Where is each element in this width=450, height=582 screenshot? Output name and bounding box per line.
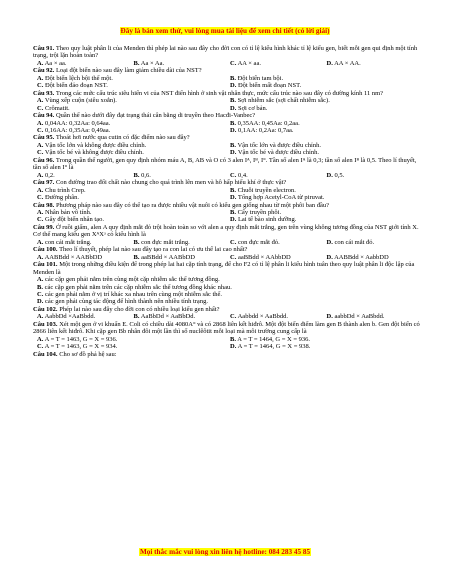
question-number: Câu 92. [33, 67, 55, 75]
answer-option[interactable] [230, 254, 327, 261]
question-block [33, 202, 423, 224]
answer-option[interactable] [327, 239, 424, 246]
option-letter: B. [133, 59, 140, 67]
question-block [33, 179, 423, 201]
answer-option[interactable] [37, 127, 230, 134]
option-letter: D. [326, 253, 333, 261]
answer-option[interactable] [230, 172, 327, 179]
option-text: AaBbDd × AaBbDd. [140, 313, 196, 321]
option-letter: B. [230, 186, 236, 194]
answer-option[interactable] [134, 172, 231, 179]
preview-notice-text: Đây là bản xem thử, vui lòng mua tài liệu để xem chi tiết (có lời giải) [120, 27, 330, 35]
answer-option[interactable] [37, 172, 134, 179]
option-text: Đột biến mất đoạn NST. [237, 82, 302, 90]
option-letter: C. [37, 343, 44, 351]
answer-option[interactable] [230, 142, 423, 149]
option-text: aaBBdd × AAbbDD [237, 253, 291, 261]
question-stem [33, 351, 423, 358]
option-text: AA × AA. [334, 59, 361, 67]
question-text: Theo quy luật phân li của Menden thì phép lai nào sau đây cho đời con có tỉ lệ kiểu hình khác tỉ lệ kiểu gen, biết mỗi gen qui định một tính trạng, trội lặn hoàn toàn? [33, 45, 418, 60]
answer-option[interactable] [230, 127, 423, 134]
option-letter: A. [37, 97, 44, 105]
question-text: Quần thể nào dưới đây đạt trạng thái cân bằng di truyền theo Hacđi-Vanbec? [55, 112, 256, 120]
option-text: A = T = 1463, G = X = 934. [44, 343, 118, 351]
answer-options [33, 209, 423, 224]
option-text: các cặp gen phải nằm trên cùng một cặp nhiễm sắc thể tương đồng. [44, 276, 220, 284]
answer-options [33, 187, 423, 202]
question-block [33, 246, 423, 261]
option-text: Đột biến tam bội. [237, 74, 284, 82]
answer-option[interactable] [327, 254, 424, 261]
hotline-banner [0, 548, 450, 556]
question-text: Phép lai nào sau đây cho đời con có nhiều loại kiểu gen nhất? [59, 305, 220, 313]
option-text: 0,5. [334, 171, 345, 179]
option-text: AA × aa. [237, 59, 261, 67]
question-block [33, 261, 423, 306]
option-letter: B. [133, 253, 140, 261]
answer-option[interactable] [327, 60, 424, 67]
question-number: Câu 98. [33, 201, 55, 209]
question-text: Loại đột biến nào sau đây làm giảm chiều dài của NST? [55, 67, 202, 75]
option-text: con đực mắt đỏ. [237, 238, 280, 246]
answer-option[interactable] [37, 313, 134, 320]
option-text: Aabbdd × AaBbdd. [237, 313, 289, 321]
option-text: các gen phải nằm ở vị trí khác xa nhau trên cùng một nhiễm sắc thể. [44, 290, 223, 298]
question-text: Trong các mức cấu trúc siêu hiển vi của NST điển hình ở sinh vật nhân thực, mức cấu trúc nào sau đây có đường kính 11 nm? [55, 89, 384, 97]
answer-option[interactable] [37, 60, 134, 67]
answer-option[interactable] [327, 172, 424, 179]
question-text: Phương pháp nào sau đây có thể tạo ra được nhiều vật nuôi có kiểu gen giống nhau từ một phôi ban đầu? [55, 201, 329, 209]
answer-option[interactable] [230, 216, 423, 223]
answer-option[interactable] [230, 82, 423, 89]
answer-option[interactable] [37, 254, 134, 261]
answer-option[interactable] [230, 105, 423, 112]
question-stem [33, 261, 423, 276]
option-letter: D. [230, 343, 237, 351]
answer-option[interactable] [37, 149, 230, 156]
answer-option[interactable] [37, 276, 423, 283]
answer-option[interactable] [327, 313, 424, 320]
option-letter: C. [37, 82, 44, 90]
option-text: Gây đột biến nhân tạo. [44, 216, 104, 224]
answer-option[interactable] [230, 209, 423, 216]
answer-options [33, 254, 423, 261]
answer-option[interactable] [37, 291, 423, 298]
option-letter: C. [230, 171, 237, 179]
question-number: Câu 104. [33, 350, 58, 358]
question-block [33, 321, 423, 351]
option-letter: C. [230, 253, 237, 261]
option-text: con đực mắt trắng. [141, 238, 190, 246]
option-letter: B. [230, 74, 236, 82]
option-letter: B. [37, 283, 43, 291]
option-text: Aa × Aa. [140, 59, 165, 67]
question-stem [33, 45, 423, 60]
answer-option[interactable] [230, 313, 327, 320]
option-letter: D. [326, 59, 333, 67]
option-text: 0,1AA: 0,2Aa: 0,7aa. [237, 126, 294, 134]
question-stem [33, 90, 423, 97]
option-text: 0,2. [44, 171, 55, 179]
option-text: Vận tốc lớn và không được điều chỉnh. [44, 141, 147, 149]
question-stem [33, 321, 423, 336]
question-text: Theo lí thuyết, phép lai nào sau đây tạo ra con lai có ưu thế lai cao nhất? [59, 246, 248, 254]
option-text: A = T = 1463, G = X = 936. [44, 335, 118, 343]
option-letter: D. [230, 104, 237, 112]
answer-options [33, 142, 423, 157]
option-text: Tổng hợp Acetyl-CoA từ piruvat. [237, 194, 325, 202]
option-letter: D. [326, 313, 333, 321]
question-text: Trong quần thể người, gen quy định nhóm máu A, B, AB và O có 3 alen Iᴬ, Iᴮ, I°. Tần số alen Iᴬ là 0,3; tần số alen Iᴮ là 0,5. Theo lí thuyết, tần số alen I° là [33, 156, 417, 172]
option-letter: C. [37, 194, 44, 202]
option-letter: D. [230, 216, 237, 224]
option-text: A = T = 1464, G = X = 938. [237, 343, 311, 351]
option-letter: D. [326, 171, 333, 179]
answer-options [33, 172, 423, 179]
question-stem [33, 157, 423, 172]
answer-option[interactable] [37, 194, 230, 201]
answer-option[interactable] [230, 120, 423, 127]
question-stem [33, 202, 423, 209]
option-text: 0,6. [141, 171, 151, 179]
question-number: Câu 94. [33, 112, 55, 120]
answer-options [33, 75, 423, 90]
answer-option[interactable] [37, 216, 230, 223]
option-letter: A. [37, 208, 44, 216]
option-text: Sợi nhiễm sắc (sợi chất nhiễm sắc). [237, 97, 330, 105]
question-number: Câu 102. [33, 305, 58, 313]
answer-option[interactable] [37, 187, 230, 194]
option-text: Aa × aa. [44, 59, 67, 67]
option-text: các cặp gen phải nằm trên các cặp nhiễm sắc thể tương đồng khác nhau. [44, 283, 232, 291]
option-letter: A. [37, 276, 44, 284]
answer-options [33, 313, 423, 320]
answer-option[interactable] [230, 60, 327, 67]
answer-option[interactable] [37, 142, 230, 149]
answer-options [33, 276, 423, 306]
answer-option[interactable] [37, 105, 230, 112]
question-number: Câu 99. [33, 223, 55, 231]
option-letter: B. [133, 171, 140, 179]
answer-option[interactable] [37, 239, 134, 246]
option-text: Vận tốc bé và không được điều chỉnh. [44, 149, 144, 157]
question-block [33, 306, 423, 321]
option-text: Vận tốc bé và được điều chỉnh. [237, 149, 319, 157]
option-text: AabbDd ×AaBbdd. [44, 313, 96, 321]
option-letter: A. [37, 141, 44, 149]
answer-options [33, 120, 423, 135]
option-letter: D. [230, 149, 237, 157]
option-text: Nhân bản vô tính. [44, 208, 92, 216]
option-text: Lai tế bào sinh dưỡng. [237, 216, 297, 224]
question-number: Câu 100. [33, 246, 58, 254]
option-text: 0,35AA: 0,45Aa: 0,2aa. [237, 119, 300, 127]
question-number: Câu 96. [33, 156, 55, 164]
option-letter: B. [230, 335, 236, 343]
option-text: Đột biến lệch bội thể một. [44, 74, 113, 82]
option-letter: C. [37, 126, 44, 134]
option-letter: A. [37, 74, 44, 82]
hotline-text: Mọi thắc mắc vui lòng xin liên hệ hotline: 084 283 45 85 [139, 548, 311, 556]
question-number: Câu 91. [33, 45, 55, 52]
answer-option[interactable] [37, 298, 423, 305]
option-text: Chu trình Crep. [44, 186, 86, 194]
option-text: AABBdd × AABbDD [44, 253, 103, 261]
question-text: Thoát hơi nước qua cutin có đặc điểm nào sau đây? [55, 134, 190, 142]
answer-option[interactable] [134, 254, 231, 261]
option-letter: B. [133, 238, 140, 246]
option-letter: D. [230, 194, 237, 202]
answer-options [33, 239, 423, 246]
option-letter: D. [326, 238, 333, 246]
option-text: Đường phân. [44, 194, 79, 202]
option-letter: A. [37, 313, 44, 321]
question-stem [33, 112, 423, 119]
question-block [33, 224, 423, 246]
option-letter: B. [133, 313, 140, 321]
answer-option[interactable] [37, 75, 230, 82]
question-number: Câu 101. [33, 261, 58, 269]
option-letter: B. [230, 141, 236, 149]
option-letter: A. [37, 335, 44, 343]
answer-options [33, 97, 423, 112]
option-text: Đột biến đảo đoạn NST. [44, 82, 108, 90]
answer-option[interactable] [230, 97, 423, 104]
option-letter: D. [230, 126, 237, 134]
option-letter: C. [37, 216, 44, 224]
answer-option[interactable] [134, 239, 231, 246]
option-text: A = T = 1464, G = X = 936. [237, 335, 310, 343]
option-text: con cái mắt đỏ. [334, 238, 375, 246]
option-letter: C. [230, 313, 237, 321]
answer-option[interactable] [37, 97, 230, 104]
option-text: Vùng xếp cuộn (siêu xoắn). [44, 97, 117, 105]
option-letter: D. [37, 298, 44, 306]
option-letter: A. [37, 253, 44, 261]
answer-option[interactable] [37, 343, 230, 350]
question-text: Cho sơ đồ phả hệ sau: [59, 350, 117, 358]
question-number: Câu 95. [33, 134, 55, 142]
option-text: aabbDd × AaBbdd. [334, 313, 385, 321]
option-text: 0,04AA: 0,32Aa: 0,64aa. [44, 119, 111, 127]
option-letter: A. [37, 59, 44, 67]
answer-option[interactable] [230, 194, 423, 201]
option-letter: A. [37, 119, 44, 127]
option-text: con cái mắt trắng. [44, 238, 92, 246]
answer-option[interactable] [230, 239, 327, 246]
question-block [33, 67, 423, 89]
question-block [33, 112, 423, 134]
answer-option[interactable] [37, 284, 423, 291]
question-number: Câu 103. [33, 320, 58, 328]
answer-option[interactable] [230, 75, 423, 82]
option-text: Sợi cơ bản. [237, 104, 268, 112]
question-text: Một trong những điều kiện để trong phép lai hai cặp tính trạng, để cho F2 có tỉ lệ phân li kiểu hình tuân theo quy luật phân li độc lập của Menden là [33, 261, 415, 276]
option-letter: B. [230, 119, 236, 127]
option-text: Vận tốc lớn và được điều chỉnh. [237, 141, 321, 149]
answer-option[interactable] [37, 336, 230, 343]
option-letter: B. [230, 208, 236, 216]
question-text: Xét một gen ở vi khuẩn E. Coli có chiều dài 4080A° và có 2868 liên kết hiđrô. Một đột biến điểm làm gen B thành alen b. Gen đột biến có 2866 liên kết hiđrô. Khi cặp gen Bb nhân đôi một lần thì số nuclêôtit mỗi loại mà môi trường cung cấp là [33, 320, 420, 336]
option-letter: A. [37, 238, 44, 246]
answer-option[interactable] [134, 60, 231, 67]
answer-option[interactable] [37, 82, 230, 89]
option-text: 0,16AA: 0,35Aa: 0,49aa. [44, 126, 111, 134]
option-letter: B. [230, 97, 236, 105]
answer-option[interactable] [37, 209, 230, 216]
preview-notice-banner [0, 27, 450, 35]
question-stem [33, 224, 423, 239]
option-text: 0,4. [237, 171, 248, 179]
question-number: Câu 93. [33, 89, 55, 97]
question-block [33, 351, 423, 358]
question-block [33, 45, 423, 67]
answer-option[interactable] [230, 149, 423, 156]
question-block [33, 90, 423, 112]
option-text: các gen phải cùng tác động để hình thành nên nhiều tính trạng. [44, 298, 208, 306]
answer-options [33, 60, 423, 67]
question-list [33, 45, 423, 358]
question-stem [33, 134, 423, 141]
option-letter: C. [37, 149, 44, 157]
question-text: Con đường trao đổi chất nào chung cho quá trình lên men và hô hấp hiếu khí ở thực vật? [55, 179, 287, 187]
option-letter: C. [230, 238, 237, 246]
option-text: Cấy truyền phôi. [237, 208, 282, 216]
question-stem [33, 246, 423, 253]
option-letter: C. [37, 290, 44, 298]
question-text: Ở ruồi giấm, alen A quy định mắt đỏ trội hoàn toàn so với alen a quy định mắt trắng, gen trên vùng không tương đồng của NST giới tính X. Cơ thể mang kiểu gen XᴬXᵃ có kiểu hình là [33, 223, 419, 239]
option-text: Chuỗi truyền electron. [237, 186, 296, 194]
option-letter: C. [230, 59, 237, 67]
question-stem [33, 67, 423, 74]
option-text: Crômatit. [44, 104, 70, 112]
question-stem [33, 179, 423, 186]
question-stem [33, 306, 423, 313]
answer-option[interactable] [230, 187, 423, 194]
option-letter: A. [37, 171, 44, 179]
question-block [33, 157, 423, 179]
option-letter: D. [230, 82, 237, 90]
question-number: Câu 97. [33, 179, 55, 187]
answer-option[interactable] [37, 120, 230, 127]
question-block [33, 134, 423, 156]
answer-options [33, 336, 423, 351]
answer-option[interactable] [230, 343, 423, 350]
answer-option[interactable] [134, 313, 231, 320]
option-text: aaBBdd × AABbDD [141, 253, 195, 261]
option-text: AABBdd × AabbDD [334, 253, 389, 261]
option-letter: A. [37, 186, 44, 194]
option-letter: C. [37, 104, 44, 112]
answer-option[interactable] [230, 336, 423, 343]
